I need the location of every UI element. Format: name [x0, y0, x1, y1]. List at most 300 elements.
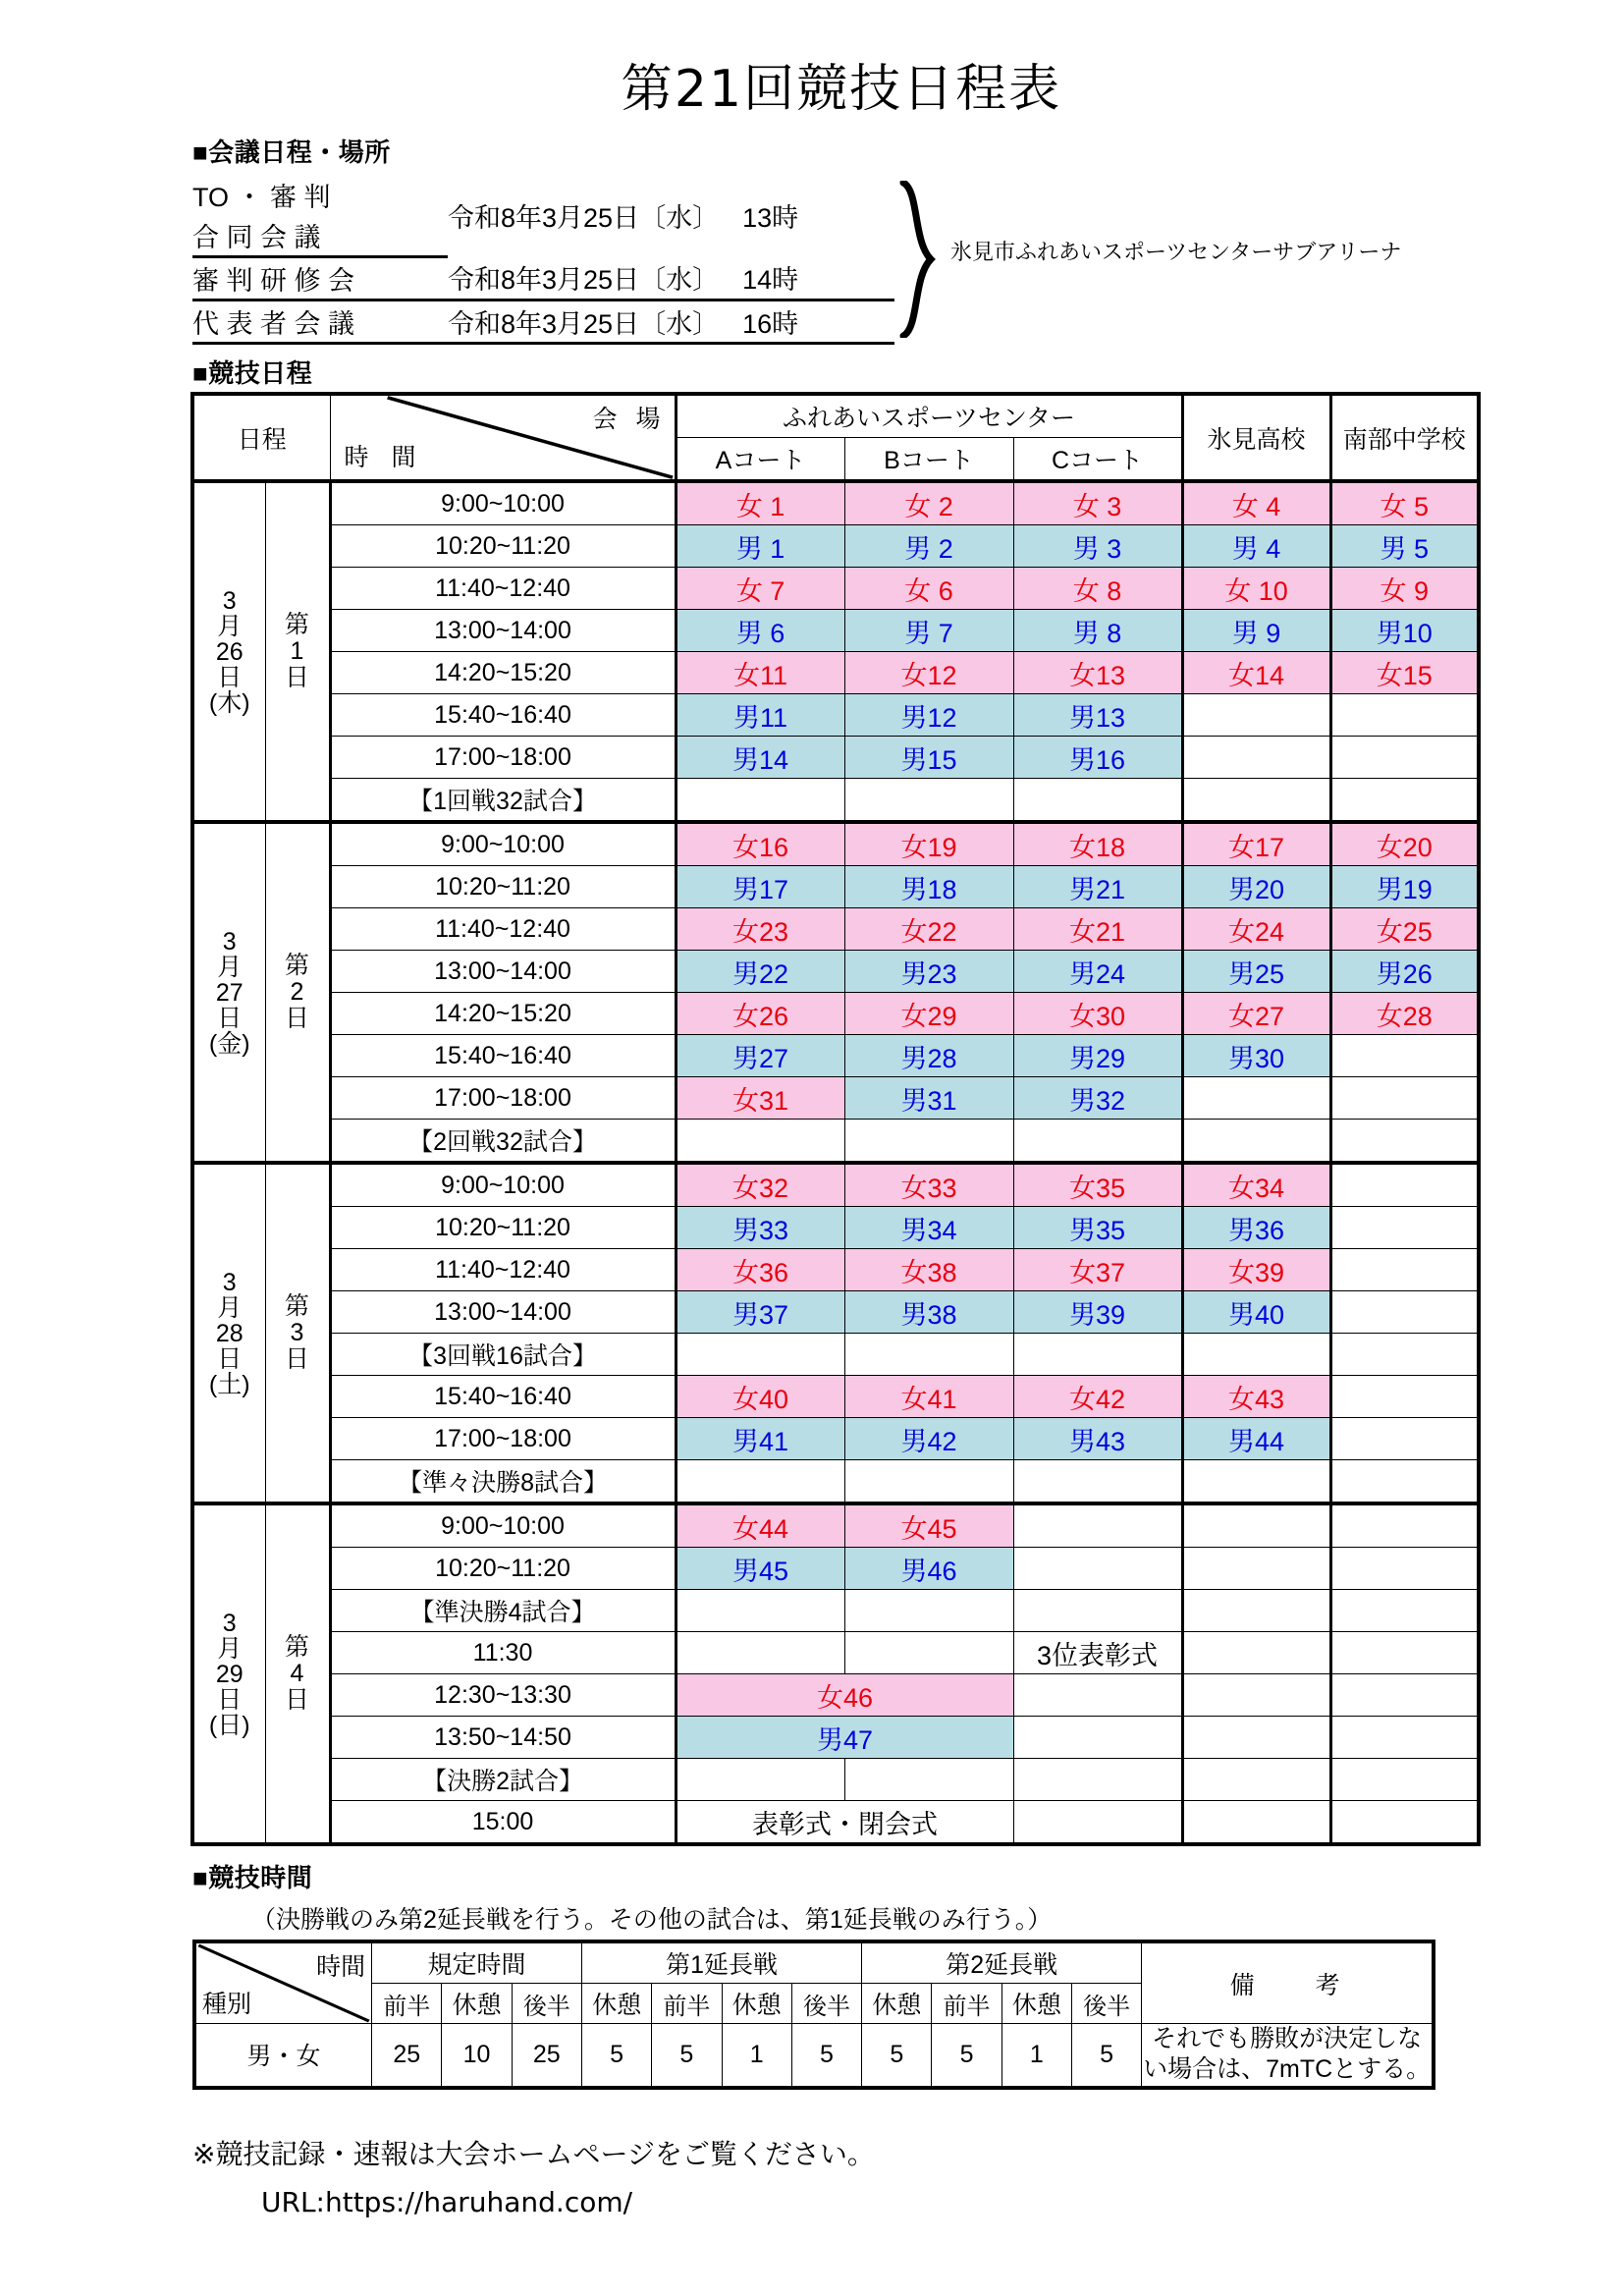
match-label: 男26 [1376, 958, 1433, 989]
schedule-match-cell [844, 951, 1013, 993]
schedule-match-cell [1013, 525, 1182, 568]
schedule-match-cell [1013, 866, 1182, 908]
schedule-match-cell [844, 1548, 1013, 1590]
schedule-empty-cell [1330, 1163, 1479, 1207]
schedule-time-cell: 11:30 [330, 1632, 676, 1674]
schedule-dayno-cell [265, 1503, 330, 1844]
schedule-match-cell [1330, 610, 1479, 652]
schedule-match-cell [1013, 822, 1182, 866]
meeting-label-line2 [192, 215, 448, 257]
schedule-time-cell: 14:20~15:20 [330, 993, 676, 1035]
rules-subheader-2: 後半 [512, 1984, 581, 2024]
schedule-row [192, 1674, 1479, 1717]
schedule-dayno-cell [265, 481, 330, 822]
schedule-match-cell [844, 1035, 1013, 1077]
match-label: 男 4 [1231, 533, 1281, 564]
schedule-match-cell [1013, 1291, 1182, 1334]
schedule-match-cell [1182, 1376, 1330, 1418]
schedule-match-cell [1182, 993, 1330, 1035]
schedule-match-cell [1182, 1035, 1330, 1077]
schedule-match-cell [844, 993, 1013, 1035]
match-label: 男29 [1069, 1043, 1126, 1073]
match-label: 女 10 [1224, 575, 1288, 606]
date-char: 3 [222, 927, 237, 956]
schedule-row [192, 1376, 1479, 1418]
schedule-empty-cell [1330, 1801, 1479, 1845]
dayno-char: 4 [290, 1660, 304, 1687]
match-label: 女 2 [904, 491, 953, 521]
match-label: 男22 [731, 958, 789, 989]
match-label: 男33 [731, 1215, 789, 1245]
schedule-empty-cell [1330, 1291, 1479, 1334]
dayno-char: 2 [290, 978, 304, 1006]
schedule-match-cell [676, 1548, 844, 1590]
header-school-himi: 氷見高校 [1182, 394, 1330, 481]
schedule-match-cell [1182, 1249, 1330, 1291]
schedule-row [192, 610, 1479, 652]
schedule-row [192, 993, 1479, 1035]
rules-group-extra2: 第2延長戦 [862, 1941, 1142, 1984]
schedule-table [190, 392, 1481, 1846]
schedule-row [192, 1717, 1479, 1759]
match-label: 女30 [1069, 1001, 1126, 1031]
schedule-time-cell: 9:00~10:00 [330, 1163, 676, 1207]
schedule-match-cell [676, 866, 844, 908]
schedule-time-cell: 10:20~11:20 [330, 1207, 676, 1249]
match-label: 男24 [1069, 958, 1126, 989]
match-label: 女43 [1228, 1384, 1285, 1414]
schedule-match-cell [1182, 1163, 1330, 1207]
schedule-empty-cell [1182, 1674, 1330, 1717]
rules-value-1: 10 [442, 2024, 512, 2088]
schedule-match-cell [1182, 951, 1330, 993]
match-label: 男31 [900, 1085, 957, 1116]
schedule-match-cell [1330, 568, 1479, 610]
schedule-row [192, 822, 1479, 866]
match-label: 男14 [731, 744, 789, 775]
schedule-match-cell [844, 1163, 1013, 1207]
schedule-match-cell [844, 1503, 1013, 1548]
schedule-match-cell [1013, 1418, 1182, 1460]
schedule-match-cell [1330, 525, 1479, 568]
match-label: 男 8 [1072, 618, 1122, 648]
schedule-empty-cell [1330, 1077, 1479, 1120]
schedule-empty-cell [676, 1590, 844, 1632]
match-label: 男41 [731, 1426, 789, 1456]
schedule-empty-cell [1182, 1759, 1330, 1801]
schedule-empty-cell [1013, 1801, 1182, 1845]
rules-group-extra1: 第1延長戦 [581, 1941, 861, 1984]
match-label: 男21 [1069, 874, 1126, 904]
match-label: 女38 [900, 1257, 957, 1287]
rules-value-10: 5 [1071, 2024, 1141, 2088]
schedule-match-cell [676, 1801, 1013, 1845]
schedule-time-cell: 11:40~12:40 [330, 568, 676, 610]
schedule-match-cell [676, 993, 844, 1035]
date-char: 27 [215, 978, 244, 1007]
schedule-match-cell [676, 1291, 844, 1334]
rules-value-8: 5 [932, 2024, 1001, 2088]
schedule-empty-cell [1013, 1120, 1182, 1164]
schedule-time-cell: 17:00~18:00 [330, 1418, 676, 1460]
match-label: 男 9 [1231, 618, 1281, 648]
match-label: 女27 [1228, 1001, 1285, 1031]
schedule-row [192, 1120, 1479, 1164]
rules-value-9: 1 [1001, 2024, 1071, 2088]
dayno-char: 第 [285, 952, 310, 979]
match-label: 女21 [1069, 916, 1126, 947]
match-label: 男23 [900, 958, 957, 989]
schedule-empty-cell [1182, 1460, 1330, 1504]
header-school-nanbu: 南部中学校 [1330, 394, 1479, 481]
meeting-label-line1 [192, 175, 448, 215]
schedule-match-cell [676, 652, 844, 694]
schedule-empty-cell [676, 1759, 844, 1801]
match-label: 男39 [1069, 1299, 1126, 1330]
schedule-empty-cell [1330, 1460, 1479, 1504]
schedule-match-cell [676, 951, 844, 993]
match-label: 女 6 [904, 575, 953, 606]
match-label: 男15 [900, 744, 957, 775]
schedule-round-note: 【3回戦16試合】 [330, 1334, 676, 1376]
rules-header-row [194, 1941, 1434, 1984]
schedule-empty-cell [1013, 1548, 1182, 1590]
schedule-match-cell [1182, 908, 1330, 951]
match-label: 男35 [1069, 1215, 1126, 1245]
match-label: 男43 [1069, 1426, 1126, 1456]
match-label: 女32 [731, 1173, 789, 1203]
rules-value-6: 5 [791, 2024, 861, 2088]
match-label: 女29 [900, 1001, 957, 1031]
time-rules-note: （決勝戦のみ第2延長戦を行う。その他の試合は、第1延長戦のみ行う。） [251, 1906, 1053, 1934]
match-label: 男38 [900, 1299, 957, 1330]
schedule-empty-cell [1182, 1077, 1330, 1120]
schedule-match-cell [1013, 481, 1182, 525]
match-label: 女 4 [1231, 491, 1281, 521]
schedule-row [192, 568, 1479, 610]
schedule-match-cell [844, 652, 1013, 694]
brace-icon [897, 181, 941, 338]
schedule-match-cell [844, 737, 1013, 779]
schedule-time-cell: 11:40~12:40 [330, 908, 676, 951]
schedule-time-cell: 13:00~14:00 [330, 610, 676, 652]
schedule-time-cell: 13:50~14:50 [330, 1717, 676, 1759]
schedule-time-cell: 15:00 [330, 1801, 676, 1845]
schedule-match-cell [676, 610, 844, 652]
schedule-match-cell [676, 1717, 1013, 1759]
schedule-empty-cell [676, 1334, 844, 1376]
match-label: 男11 [733, 702, 788, 733]
footer-url: URL:https://haruhand.com/ [261, 2185, 633, 2218]
header-court-b: Bコート [844, 438, 1013, 482]
match-label: 男44 [1228, 1426, 1285, 1456]
schedule-round-note: 【準々決勝8試合】 [330, 1460, 676, 1504]
schedule-empty-cell [1182, 1632, 1330, 1674]
meeting-date: 令和8年3月25日〔水〕 [448, 203, 720, 234]
match-label: 男37 [731, 1299, 789, 1330]
match-label: 女37 [1069, 1257, 1126, 1287]
rules-remark-line1: それでも勝敗が決定しな [1152, 2025, 1423, 2052]
schedule-match-cell [1013, 951, 1182, 993]
schedule-date-cell [192, 1163, 265, 1503]
match-label: 女40 [731, 1384, 789, 1414]
schedule-match-cell [676, 737, 844, 779]
schedule-empty-cell [1330, 1674, 1479, 1717]
schedule-empty-cell [1330, 1249, 1479, 1291]
meeting-section-heading: ■会議日程・場所 [192, 137, 391, 167]
match-label: 女23 [731, 916, 789, 947]
schedule-match-cell [844, 694, 1013, 737]
schedule-table-wrap [190, 392, 1466, 1846]
schedule-row [192, 1163, 1479, 1207]
match-label: 女34 [1228, 1173, 1285, 1203]
match-label: 女12 [900, 660, 957, 690]
match-label: 男28 [900, 1043, 957, 1073]
date-char: 28 [215, 1319, 244, 1347]
time-rules-heading: ■競技時間 [192, 1863, 313, 1892]
schedule-empty-cell [1013, 1334, 1182, 1376]
schedule-match-cell [844, 1077, 1013, 1120]
schedule-date-cell [192, 822, 265, 1163]
match-label: 男40 [1228, 1299, 1285, 1330]
schedule-empty-cell [1330, 1503, 1479, 1548]
schedule-match-cell [1182, 1207, 1330, 1249]
schedule-match-cell [844, 1418, 1013, 1460]
schedule-empty-cell [1330, 779, 1479, 823]
schedule-empty-cell [1013, 1674, 1182, 1717]
schedule-row [192, 525, 1479, 568]
schedule-match-cell [1182, 610, 1330, 652]
footer-note: ※競技記録・速報は大会ホームページをご覧ください。 [192, 2138, 875, 2169]
date-char: 日 [217, 1344, 243, 1373]
meeting-row [192, 301, 894, 344]
rules-subheader-0: 前半 [372, 1984, 442, 2024]
meeting-label [192, 257, 448, 301]
match-label: 男 5 [1380, 533, 1430, 564]
rules-value-3: 5 [581, 2024, 651, 2088]
dayno-char: 第 [285, 1292, 310, 1320]
match-label: 女 7 [735, 575, 785, 606]
schedule-empty-cell [844, 1120, 1013, 1164]
match-label: 女14 [1228, 660, 1285, 690]
meeting-when [448, 301, 894, 344]
schedule-match-cell [1013, 694, 1182, 737]
time-rules-wrap [192, 1940, 1435, 2090]
schedule-row [192, 481, 1479, 525]
schedule-match-cell [844, 481, 1013, 525]
schedule-row [192, 737, 1479, 779]
schedule-empty-cell [1330, 1717, 1479, 1759]
schedule-match-cell [676, 481, 844, 525]
schedule-match-cell [1013, 568, 1182, 610]
date-char: 月 [217, 1634, 243, 1663]
schedule-empty-cell [844, 1632, 1013, 1674]
schedule-match-cell [1013, 1632, 1182, 1674]
schedule-round-note: 【1回戦32試合】 [330, 779, 676, 823]
match-label: 男13 [1069, 702, 1126, 733]
schedule-match-cell [1182, 568, 1330, 610]
dayno-char: 日 [285, 1686, 310, 1714]
dayno-char: 第 [285, 611, 310, 638]
schedule-time-cell: 11:40~12:40 [330, 1249, 676, 1291]
schedule-empty-cell [1182, 1503, 1330, 1548]
match-label: 男 3 [1072, 533, 1122, 564]
schedule-round-note: 【決勝2試合】 [330, 1759, 676, 1801]
schedule-row [192, 694, 1479, 737]
meeting-time: 13時 [742, 203, 799, 234]
schedule-empty-cell [1182, 737, 1330, 779]
dayno-char: 1 [290, 637, 304, 665]
header-group-fureai: ふれあいスポーツセンター [676, 394, 1182, 438]
match-label: 女35 [1069, 1173, 1126, 1203]
schedule-empty-cell [1330, 694, 1479, 737]
schedule-match-cell [1182, 866, 1330, 908]
schedule-header-row-1 [192, 394, 1479, 438]
schedule-row [192, 1291, 1479, 1334]
match-label: 男25 [1228, 958, 1285, 989]
schedule-date-cell [192, 481, 265, 822]
schedule-row [192, 908, 1479, 951]
schedule-empty-cell [844, 779, 1013, 823]
match-label: 男12 [900, 702, 957, 733]
meeting-table [192, 175, 894, 345]
match-label: 女19 [900, 832, 957, 862]
schedule-empty-cell [1182, 1120, 1330, 1164]
schedule-match-cell [676, 525, 844, 568]
dayno-char: 3 [290, 1319, 304, 1346]
match-label: 女 3 [1072, 491, 1122, 521]
match-label: 男34 [900, 1215, 957, 1245]
header-court-c: Cコート [1013, 438, 1182, 482]
date-char: (金) [208, 1029, 250, 1058]
date-char: 日 [217, 663, 243, 691]
schedule-empty-cell [1013, 1759, 1182, 1801]
schedule-match-cell [844, 866, 1013, 908]
date-char: 月 [217, 612, 243, 640]
schedule-match-cell [1182, 525, 1330, 568]
schedule-empty-cell [844, 1334, 1013, 1376]
match-label: 女26 [731, 1001, 789, 1031]
meeting-label-text: TO ・ 審 判 [192, 183, 331, 212]
match-label: 女 9 [1380, 575, 1430, 606]
schedule-empty-cell [1013, 1460, 1182, 1504]
schedule-time-cell: 15:40~16:40 [330, 1035, 676, 1077]
rules-value-7: 5 [862, 2024, 932, 2088]
match-label: 女22 [900, 916, 957, 947]
schedule-time-cell: 10:20~11:20 [330, 1548, 676, 1590]
rules-corner-cell [194, 1941, 372, 2024]
schedule-row [192, 1632, 1479, 1674]
schedule-match-cell [1330, 866, 1479, 908]
schedule-match-cell [676, 1035, 844, 1077]
date-char: (木) [208, 688, 250, 717]
diagonal-divider-icon [331, 396, 675, 479]
meeting-date: 令和8年3月25日〔水〕 [448, 309, 720, 339]
schedule-time-cell: 9:00~10:00 [330, 822, 676, 866]
rules-corner-kind-label: 種別 [202, 1991, 252, 2018]
date-char: 3 [222, 1268, 237, 1296]
rules-value-2: 25 [512, 2024, 581, 2088]
match-label: 女 5 [1380, 491, 1430, 521]
match-label: 男30 [1228, 1043, 1285, 1073]
schedule-match-cell [844, 610, 1013, 652]
schedule-match-cell [844, 908, 1013, 951]
dayno-char: 第 [285, 1633, 310, 1661]
date-char: 月 [217, 953, 243, 981]
schedule-time-cell: 15:40~16:40 [330, 694, 676, 737]
schedule-empty-cell [1182, 1590, 1330, 1632]
match-label: 女 8 [1072, 575, 1122, 606]
schedule-round-note: 【準決勝4試合】 [330, 1590, 676, 1632]
rules-subheader-5: 休憩 [722, 1984, 791, 2024]
schedule-match-cell [676, 694, 844, 737]
meeting-venue-note: 氷見市ふれあいスポーツセンターサブアリーナ [950, 240, 1402, 264]
date-char: 3 [222, 586, 237, 615]
match-label: 女41 [900, 1384, 957, 1414]
match-label: 女15 [1376, 660, 1433, 690]
schedule-match-cell [1013, 1035, 1182, 1077]
schedule-round-note: 【2回戦32試合】 [330, 1120, 676, 1164]
schedule-match-cell [676, 1418, 844, 1460]
schedule-match-cell [844, 525, 1013, 568]
rules-value-0: 25 [372, 2024, 442, 2088]
rules-subheader-6: 後半 [791, 1984, 861, 2024]
match-label: 男 1 [735, 533, 785, 564]
schedule-row [192, 1503, 1479, 1548]
schedule-match-cell [1013, 737, 1182, 779]
schedule-empty-cell [1330, 1590, 1479, 1632]
rules-kind-value: 男・女 [194, 2024, 372, 2088]
page-title: 第21回競技日程表 [621, 60, 1062, 119]
schedule-time-cell: 17:00~18:00 [330, 737, 676, 779]
diagonal-divider-icon [196, 1943, 371, 2023]
schedule-empty-cell [1330, 1207, 1479, 1249]
schedule-match-cell [676, 1207, 844, 1249]
match-label: 女13 [1069, 660, 1126, 690]
schedule-row [192, 1590, 1479, 1632]
schedule-match-cell [676, 822, 844, 866]
rules-remark-header: 備 考 [1142, 1941, 1434, 2024]
match-label: 女11 [733, 660, 788, 690]
schedule-time-cell: 9:00~10:00 [330, 1503, 676, 1548]
schedule-row [192, 1548, 1479, 1590]
schedule-empty-cell [676, 1120, 844, 1164]
schedule-time-cell: 17:00~18:00 [330, 1077, 676, 1120]
schedule-match-cell [1013, 1163, 1182, 1207]
rules-remark-line2: い場合は、7mTCとする。 [1143, 2055, 1432, 2084]
schedule-match-cell [844, 1207, 1013, 1249]
meeting-when [448, 175, 894, 257]
schedule-match-cell [844, 568, 1013, 610]
schedule-time-cell: 13:00~14:00 [330, 951, 676, 993]
match-label: 女20 [1376, 832, 1433, 862]
rules-subheader-10: 後半 [1071, 1984, 1141, 2024]
dayno-char: 日 [285, 1005, 310, 1032]
schedule-match-cell [1013, 908, 1182, 951]
date-char: (日) [208, 1711, 250, 1739]
date-char: 日 [217, 1004, 243, 1032]
schedule-time-cell: 12:30~13:30 [330, 1674, 676, 1717]
schedule-section-heading: ■競技日程 [192, 358, 313, 388]
header-time-label: 時 間 [344, 444, 424, 471]
match-label: 男32 [1069, 1085, 1126, 1116]
match-label: 男 6 [735, 618, 785, 648]
schedule-row [192, 1759, 1479, 1801]
schedule-match-cell [1182, 481, 1330, 525]
match-label: 3位表彰式 [1037, 1640, 1159, 1670]
schedule-match-cell [676, 1376, 844, 1418]
schedule-empty-cell [1013, 1590, 1182, 1632]
